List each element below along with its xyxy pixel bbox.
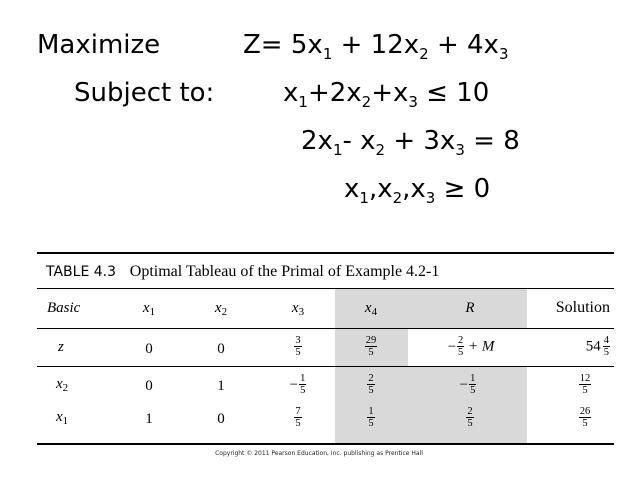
objective-subscript: 3 (498, 45, 509, 63)
row-x1-basic-var: x (56, 409, 63, 425)
row-x2-x4 (356, 373, 386, 396)
table-bottom-rule (37, 443, 614, 445)
row-z-x1: 0 (145, 341, 153, 357)
objective-term: + 4x (428, 30, 499, 60)
row-x1-x4 (356, 406, 386, 429)
row-z-solution-whole: 54 (585, 338, 601, 355)
row-x2-x3 (280, 373, 316, 396)
constraint-2 (301, 126, 520, 159)
constraint-3 (344, 174, 490, 207)
row-x1-r-num: 2 (467, 406, 473, 417)
constraint-subscript: 1 (359, 189, 369, 207)
constraint-term: ≤ 10 (417, 78, 490, 108)
header-basic: Basic (47, 300, 81, 316)
header-x3 (283, 299, 313, 318)
header-rule (37, 328, 614, 329)
table-label: TABLE 4.3 (46, 264, 117, 280)
row-z-x4-den: 5 (368, 347, 374, 358)
constraint-term: +x (371, 78, 409, 108)
header-x1 (134, 299, 164, 318)
header-x2-var: x (214, 300, 222, 316)
constraint-term: - x (342, 126, 376, 156)
row-z-basic-var: z (58, 339, 64, 355)
header-x4-var: x (364, 300, 372, 316)
row-x2-x3-sign: − (289, 376, 299, 393)
row-z-r-suffix: + M (468, 338, 495, 355)
row-x2-basic-var: x (56, 376, 63, 392)
objective-term: 5x (290, 30, 323, 60)
row-x2-x1: 0 (145, 378, 153, 394)
row-z-r-den: 5 (458, 347, 464, 358)
row-z-r (432, 335, 510, 358)
constraint-subscript: 2 (392, 189, 403, 207)
header-x2 (206, 299, 236, 318)
row-x1-x4-num: 1 (368, 406, 374, 417)
table-top-rule (37, 252, 614, 254)
header-solution: Solution (555, 299, 610, 316)
row-x2-x3-den: 5 (300, 385, 306, 396)
row-x2-basic-sub: 2 (62, 382, 69, 394)
row-x2-basic (56, 375, 68, 394)
row-x2-r-sign: − (459, 376, 469, 393)
constraint-subscript: 1 (332, 141, 343, 159)
constraint-term: ,x (402, 174, 426, 204)
row-z-r-sign: − (447, 338, 457, 355)
row-z-x3-num: 3 (295, 335, 301, 346)
row-x2-solution-num: 12 (579, 373, 591, 384)
row-z-x4 (356, 335, 386, 358)
constraint-term: +2x (307, 78, 362, 108)
header-x4 (356, 299, 386, 318)
row-x1-basic-sub: 1 (62, 415, 69, 427)
row-x1-solution (570, 406, 600, 429)
header-x1-var: x (142, 300, 150, 316)
row-x2-x4-num: 2 (368, 373, 374, 384)
constraint-subscript: 2 (375, 141, 386, 159)
constraint-1 (283, 78, 489, 111)
row-x1-basic (56, 408, 68, 427)
header-x1-sub: 1 (149, 306, 156, 318)
row-x2-r (448, 373, 488, 396)
objective-function (243, 30, 509, 63)
table-title (46, 263, 439, 281)
row-x1-solution-num: 26 (579, 406, 591, 417)
constraint-term: 2x (301, 126, 333, 156)
header-x4-sub: 4 (371, 306, 378, 318)
constraint-term: ≥ 0 (435, 174, 491, 204)
row-z-solution (540, 335, 610, 358)
objective-term: + 12x (332, 30, 420, 60)
subject-to-label: Subject to: (74, 78, 215, 108)
constraint-subscript: 3 (408, 93, 418, 111)
table-caption: Optimal Tableau of the Primal of Example 4.2-1 (129, 263, 440, 280)
objective-subscript: 1 (322, 45, 333, 63)
copyright-notice: Copyright © 2011 Pearson Education, Inc. publishing as Prentice Hall (215, 450, 423, 457)
constraint-term: + 3x (385, 126, 456, 156)
row-x1-x4-den: 5 (368, 418, 374, 429)
objective-lhs: Z= (243, 30, 283, 60)
row-x1-x2: 0 (217, 411, 225, 427)
constraint-subscript: 2 (361, 93, 372, 111)
row-x2-r-den: 5 (470, 385, 476, 396)
row-z-solution-den: 5 (603, 347, 609, 358)
row-x2-r-num: 1 (470, 373, 476, 384)
header-x3-sub: 3 (298, 306, 305, 318)
constraint-term: x (344, 174, 360, 204)
objective-subscript: 2 (419, 45, 429, 63)
row-z-x3-den: 5 (295, 347, 301, 358)
row-z-basic (58, 338, 64, 356)
row-x1-r (455, 406, 485, 429)
row-x1-solution-den: 5 (582, 418, 588, 429)
maximize-label: Maximize (37, 30, 161, 60)
z-row-rule (37, 366, 614, 367)
row-z-r-num: 2 (458, 335, 464, 346)
row-z-x4-num: 29 (365, 335, 377, 346)
header-x3-var: x (291, 300, 299, 316)
row-x2-x3-num: 1 (300, 373, 306, 384)
table-caption-rule (37, 288, 614, 289)
header-r: R (465, 300, 475, 316)
row-x1-x3 (283, 406, 313, 429)
constraint-subscript: 1 (298, 93, 308, 111)
row-x2-solution (570, 373, 600, 396)
row-x1-x1: 1 (145, 411, 153, 427)
row-z-solution-num: 4 (603, 335, 609, 346)
header-x2-sub: 2 (221, 306, 228, 318)
row-x2-solution-den: 5 (582, 385, 588, 396)
row-x2-x2: 1 (217, 378, 225, 394)
row-x1-x3-den: 5 (295, 418, 301, 429)
row-z-x3 (283, 335, 313, 358)
constraint-subscript: 3 (455, 141, 465, 159)
constraint-subscript: 3 (425, 189, 436, 207)
row-z-x2: 0 (217, 341, 225, 357)
constraint-term: ,x (368, 174, 393, 204)
constraint-term: x (283, 78, 299, 108)
constraint-term: = 8 (464, 126, 520, 156)
row-x1-x3-num: 7 (295, 406, 301, 417)
row-x1-r-den: 5 (467, 418, 473, 429)
row-x2-x4-den: 5 (368, 385, 374, 396)
